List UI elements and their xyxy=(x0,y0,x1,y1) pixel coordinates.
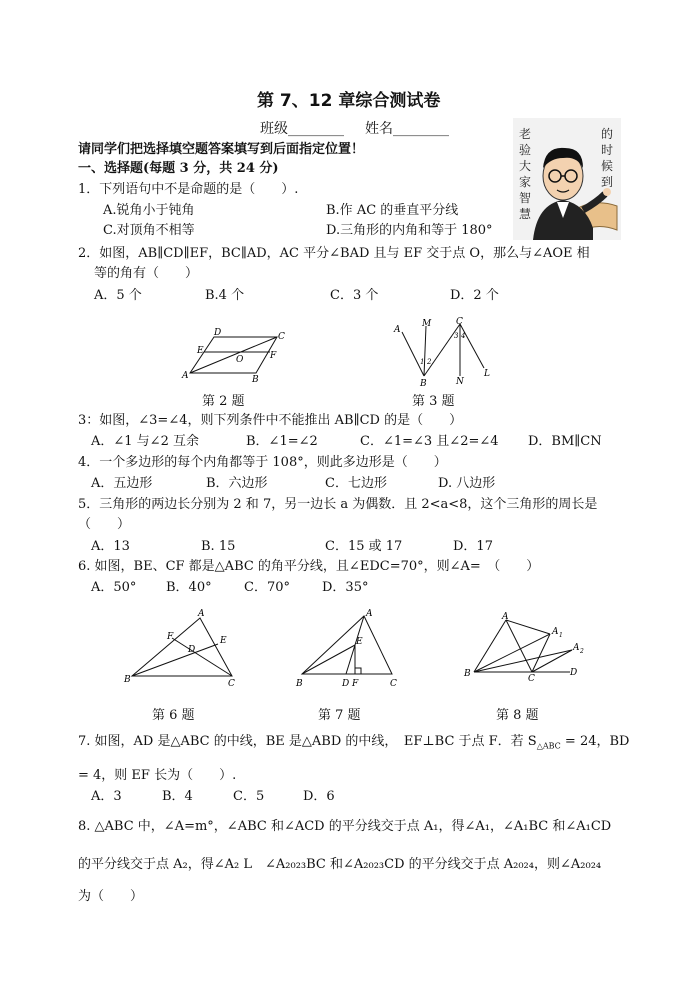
fig2-label-c: C xyxy=(278,332,285,342)
q7-option-c: C．5 xyxy=(233,789,265,804)
svg-text:到: 到 xyxy=(601,175,614,189)
q7-area-subscript: △ABC xyxy=(536,741,561,751)
q2-stem-line2: 等的角有（ ） xyxy=(94,266,199,281)
fig3-label-b: B xyxy=(420,379,427,388)
figure-2-caption: 第 2 题 xyxy=(202,394,245,409)
q2-option-d: D．2 个 xyxy=(450,288,499,303)
q3-option-a: A．∠1 与∠2 互余 xyxy=(91,434,199,449)
q5-option-d: D．17 xyxy=(453,539,493,554)
fig3-angle-1: 1 xyxy=(420,358,425,366)
q1-option-c: C.对顶角不相等 xyxy=(103,223,195,238)
q8-line1: 8. △ABC 中，∠A=m°，∠ABC 和∠ACD 的平分线交于点 A₁，得∠A₁，∠A₁BC 和∠A₁CD xyxy=(78,819,612,834)
fig3-angle-4: 4 xyxy=(461,332,466,340)
figure-6-triangle xyxy=(120,608,244,688)
svg-text:时: 时 xyxy=(601,143,614,157)
fig2-label-a: A xyxy=(182,371,189,381)
q5-option-a: A．13 xyxy=(91,539,130,554)
q3-option-d: D．BM∥CN xyxy=(528,434,602,449)
q2-stem-line1: 2．如图，AB∥CD∥EF，BC∥AD，AC 平分∠BAD 且与 EF 交于点 O，那么与∠AOE 相 xyxy=(78,246,590,261)
fig6-label-d: D xyxy=(188,645,196,655)
page-title: 第 7、12 章综合测试卷 xyxy=(257,91,441,111)
figure-8-bisectors xyxy=(460,610,590,682)
fig7-label-b: B xyxy=(296,679,303,689)
q2-option-a: A．5 个 xyxy=(94,288,142,303)
figure-7-caption: 第 7 题 xyxy=(318,708,361,723)
fig2-label-d: D xyxy=(214,328,222,338)
fig8-sub-2: 2 xyxy=(580,648,584,655)
q8-line3: 为（ ） xyxy=(78,889,144,904)
fig3-label-m: M xyxy=(422,319,432,329)
q8-line2: 的平分线交于点 A₂，得∠A₂ L ∠A₂₀₂₃BC 和∠A₂₀₂₃CD 的平分线交于点 A₂₀₂₄，则∠A₂₀₂₄ xyxy=(78,857,602,872)
fig7-label-a: A xyxy=(366,609,373,619)
cartoon-illustration xyxy=(513,118,621,240)
q6-option-c: C．70° xyxy=(244,580,290,595)
fig2-label-f: F xyxy=(270,351,277,361)
section-heading: 一、选择题(每题 3 分，共 24 分) xyxy=(78,161,279,176)
q4-stem: 4．一个多边形的每个内角都等于 108°，则此多边形是（ ） xyxy=(78,455,447,470)
name-field: 姓名________ xyxy=(365,121,449,137)
figure-6-caption: 第 6 题 xyxy=(152,708,195,723)
q7-stem-text-end: = 24，BD xyxy=(560,734,630,749)
fig3-label-l: L xyxy=(484,369,490,379)
class-field: 班级________ xyxy=(260,121,344,137)
q5-stem-line1: 5．三角形的两边长分别为 2 和 7，另一边长 a 为偶数．且 2<a<8，这个三角形的周长是 xyxy=(78,497,598,512)
fig7-label-d: D xyxy=(342,679,350,689)
figure-8-caption: 第 8 题 xyxy=(496,708,539,723)
figure-3-caption: 第 3 题 xyxy=(412,394,455,409)
q6-option-a: A．50° xyxy=(91,580,137,595)
figure-7-triangle xyxy=(290,604,402,690)
q7-option-a: A．3 xyxy=(91,789,122,804)
svg-text:智: 智 xyxy=(519,191,532,205)
q4-option-a: A．五边形 xyxy=(91,476,153,491)
svg-text:老: 老 xyxy=(519,127,532,141)
q4-option-d: D. 八边形 xyxy=(438,476,496,491)
fig8-label-a: A xyxy=(502,612,509,622)
q3-option-b: B．∠1=∠2 xyxy=(246,434,318,449)
q1-option-d: D.三角形的内角和等于 180° xyxy=(326,223,493,238)
figure-3-zigzag xyxy=(390,316,496,388)
fig7-label-e: E xyxy=(356,637,363,647)
fig6-label-b: B xyxy=(124,675,131,685)
q6-option-d: D．35° xyxy=(322,580,369,595)
q1-stem: 1．下列语句中不是命题的是（ ）. xyxy=(78,182,299,197)
fig8-label-a2: A xyxy=(573,643,580,653)
fig2-label-e: E xyxy=(197,346,204,356)
svg-text:慧: 慧 xyxy=(519,207,532,221)
fig8-sub-1: 1 xyxy=(559,632,563,639)
fig6-label-a: A xyxy=(198,609,205,619)
figure-2-parallelogram xyxy=(180,326,290,384)
fig8-label-a1: A xyxy=(552,627,559,637)
q6-option-b: B．40° xyxy=(166,580,212,595)
q5-option-c: C．15 或 17 xyxy=(325,539,403,554)
fig3-label-n: N xyxy=(456,377,464,387)
q4-option-b: B．六边形 xyxy=(206,476,268,491)
q6-stem: 6. 如图，BE、CF 都是△ABC 的角平分线，且∠EDC=70°，则∠A= （ ） xyxy=(78,559,540,574)
q7-stem-text: 7. 如图，AD 是△ABC 的中线，BE 是△ABD 的中线， EF⊥BC 于点 F．若 S xyxy=(78,734,537,749)
fig3-angle-3: 3 xyxy=(454,332,459,340)
q5-stem-line2: （ ） xyxy=(78,517,131,532)
fig2-label-b: B xyxy=(252,375,259,384)
fig6-label-f: F xyxy=(167,632,174,642)
q7-option-d: D．6 xyxy=(303,789,335,804)
q3-option-c: C．∠1=∠3 且∠2=∠4 xyxy=(360,434,499,449)
q1-option-a: A.锐角小于钝角 xyxy=(103,203,195,218)
fig3-label-c: C xyxy=(456,317,463,327)
svg-text:候: 候 xyxy=(601,159,614,173)
fig7-label-c: C xyxy=(390,679,397,689)
fig6-label-c: C xyxy=(228,679,235,688)
q3-stem: 3：如图，∠3=∠4，则下列条件中不能推出 AB∥CD 的是（ ） xyxy=(78,413,463,428)
fig3-angle-2: 2 xyxy=(427,358,432,366)
q4-option-c: C．七边形 xyxy=(325,476,387,491)
fig2-label-o: O xyxy=(236,355,244,365)
q5-option-b: B. 15 xyxy=(201,539,236,554)
q7-stem-line2: = 4，则 EF 长为（ ）. xyxy=(78,768,237,783)
fig6-label-e: E xyxy=(220,636,227,646)
svg-text:家: 家 xyxy=(519,175,532,189)
fig8-label-b: B xyxy=(464,669,471,679)
fig7-label-f: F xyxy=(352,679,359,689)
svg-text:验: 验 xyxy=(519,143,532,157)
fig3-label-a: A xyxy=(394,325,401,335)
cartoon-teacher-icon xyxy=(513,118,621,240)
svg-text:大: 大 xyxy=(519,159,532,173)
q7-option-b: B．4 xyxy=(162,789,193,804)
svg-text:的: 的 xyxy=(601,127,614,141)
instruction: 请同学们把选择填空题答案填写到后面指定位置！ xyxy=(78,142,365,157)
q7-stem-line1 xyxy=(78,733,629,756)
q2-option-c: C．3 个 xyxy=(330,288,379,303)
q1-option-b: B.作 AC 的垂直平分线 xyxy=(326,203,459,218)
q2-option-b: B.4 个 xyxy=(205,288,245,303)
fig8-label-c: C xyxy=(528,674,535,682)
fig8-label-d: D xyxy=(570,668,578,678)
